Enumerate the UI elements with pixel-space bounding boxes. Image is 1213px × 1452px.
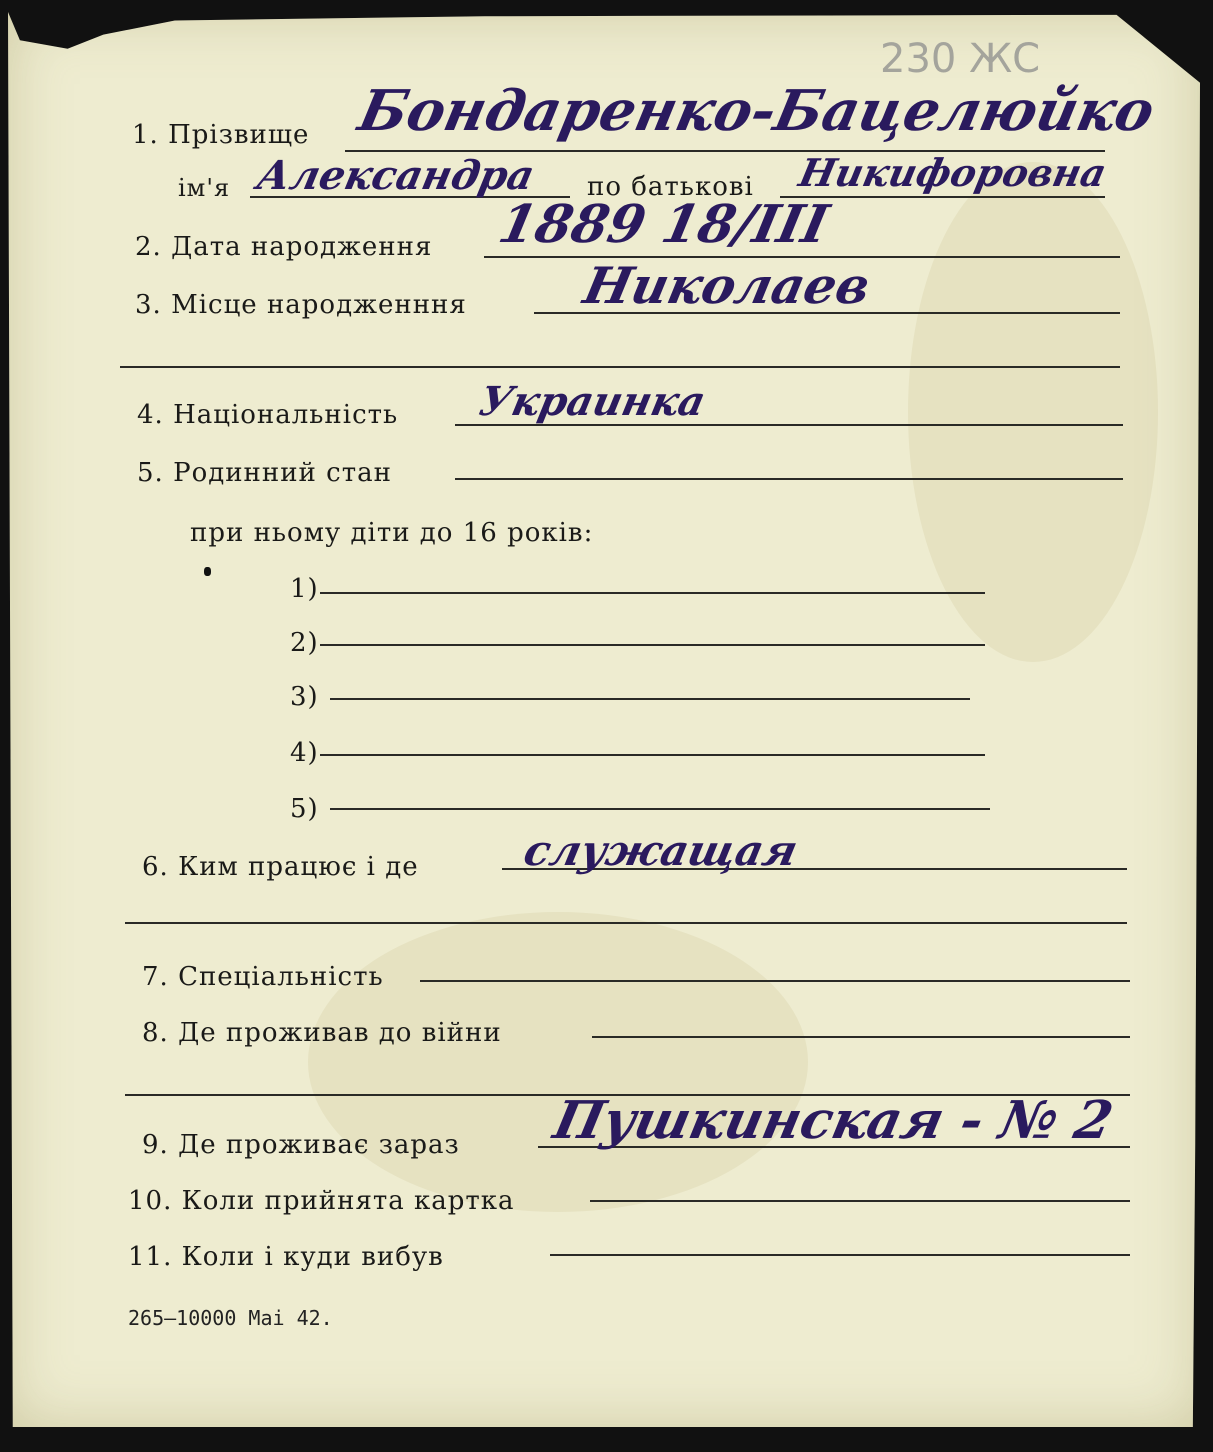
handwritten-birth-date: 1889 18/III	[493, 194, 834, 255]
handwritten-birth-place: Николаев	[578, 256, 876, 315]
label-card-accepted: 10. Коли прийнята картка	[128, 1186, 515, 1216]
handwritten-name: Александра	[253, 152, 539, 199]
label-family-status: 5. Родинний стан	[137, 458, 392, 488]
field-child-3-line	[330, 698, 970, 700]
label-child-3: 3)	[290, 682, 319, 712]
field-card-accepted-line	[590, 1200, 1130, 1202]
pencil-archive-number: 230 ЖС	[880, 36, 1041, 82]
label-child-5: 5)	[290, 794, 319, 824]
label-nationality: 4. Національність	[137, 400, 399, 430]
label-specialty: 7. Спеціальність	[142, 962, 384, 992]
label-prewar-residence: 8. Де проживав до війни	[142, 1018, 502, 1048]
field-occupation-line-2	[125, 922, 1127, 924]
label-departure: 11. Коли і куди вибув	[128, 1242, 444, 1272]
handwritten-occupation: служащая	[519, 826, 802, 875]
paper-stain	[908, 162, 1158, 662]
field-child-5-line	[330, 808, 990, 810]
field-family-status-line	[455, 478, 1123, 480]
label-birth-date: 2. Дата народження	[135, 232, 433, 262]
field-child-1-line	[320, 592, 985, 594]
label-patronymic: по батькові	[587, 172, 754, 202]
paper-stain	[308, 912, 808, 1212]
label-occupation: 6. Ким працює і де	[142, 852, 419, 882]
handwritten-patronymic: Никифоровна	[795, 150, 1111, 195]
label-child-2: 2)	[290, 628, 319, 658]
label-birth-place: 3. Місце народженння	[135, 290, 467, 320]
ink-dot	[204, 567, 211, 576]
label-children: при ньому діти до 16 років:	[190, 518, 594, 548]
handwritten-nationality: Украинка	[475, 378, 710, 425]
label-child-1: 1)	[290, 574, 319, 604]
field-child-2-line	[320, 644, 985, 646]
handwritten-surname: Бондаренко-Бацелюйко	[352, 78, 1161, 144]
handwritten-current-residence: Пушкинская - № 2	[548, 1090, 1119, 1151]
field-child-4-line	[320, 754, 985, 756]
label-surname: 1. Прізвище	[132, 120, 310, 150]
field-departure-line	[550, 1254, 1130, 1256]
field-specialty-line	[420, 980, 1130, 982]
label-current-residence: 9. Де проживає зараз	[142, 1130, 460, 1160]
label-child-4: 4)	[290, 738, 319, 768]
print-info: 265–10000 Mai 42.	[128, 1306, 333, 1330]
field-birth-place-line-2	[120, 366, 1120, 368]
field-prewar-residence-line	[592, 1036, 1130, 1038]
label-name: ім'я	[178, 174, 231, 202]
